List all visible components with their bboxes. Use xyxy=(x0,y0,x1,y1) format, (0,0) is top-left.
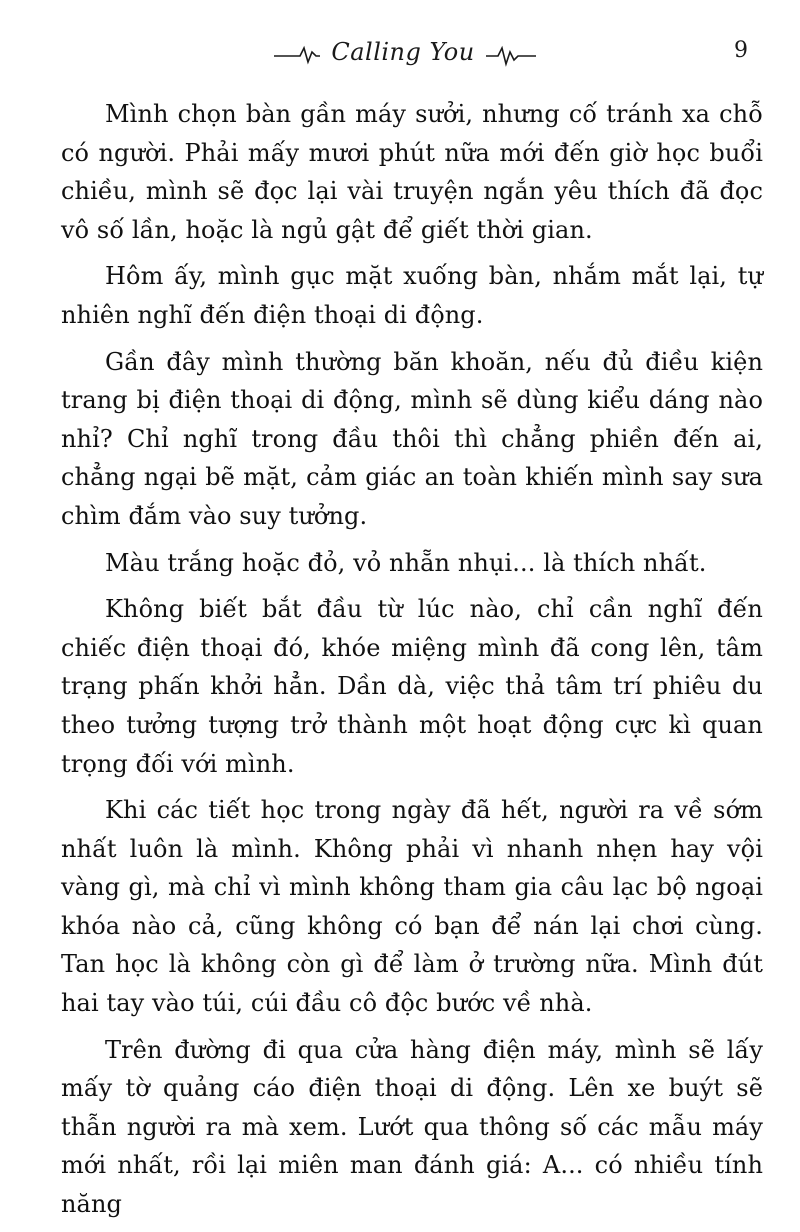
paragraph: Không biết bắt đầu từ lúc nào, chỉ cần nghĩ đến chiếc điện thoại đó, khóe miệng mình đã cong lên, tâm trạng phấn khởi hẳn. Dần dà, việc thả tâm trí phiêu du theo tưởng tượng trở thành một hoạt động cực kì quan trọng đối với mình. xyxy=(61,595,763,778)
page-number: 9 xyxy=(734,38,748,63)
running-title xyxy=(272,34,542,74)
paragraph: Khi các tiết học trong ngày đã hết, người ra về sớm nhất luôn là mình. Không phải vì nhanh nhẹn hay vội vàng gì, mà chỉ vì mình không tham gia câu lạc bộ ngoại khóa nào cả, cũng không có bạn để nán lại chơi cùng. Tan học là không còn gì để làm ở trường nữa. Mình đút hai tay vào túi, cúi đầu cô độc bước về nhà. xyxy=(61,796,763,1018)
paragraph: Màu trắng hoặc đỏ, vỏ nhẵn nhụi... là thích nhất. xyxy=(105,548,707,577)
running-title-text: Calling You xyxy=(331,38,475,66)
paragraph: Trên đường đi qua cửa hàng điện máy, mình sẽ lấy mấy tờ quảng cáo điện thoại di động. Lên xe buýt sẽ thẫn người ra mà xem. Lướt qua thông số các mẫu máy mới nhất, rồi lại miên man đánh giá: A... có nhiều tính năng xyxy=(61,1035,763,1219)
running-head xyxy=(0,34,800,74)
paragraph: Hôm ấy, mình gục mặt xuống bàn, nhắm mắt lại, tự nhiên nghĩ đến điện thoại di động. xyxy=(61,262,763,329)
body-text xyxy=(61,95,763,1232)
paragraph: Gần đây mình thường băn khoăn, nếu đủ điều kiện trang bị điện thoại di động, mình sẽ dùng kiểu dáng nào nhỉ? Chỉ nghĩ trong đầu thôi thì chẳng phiền đến ai, chẳng ngại bẽ mặt, cảm giác an toàn khiến mình say sưa chìm đắm vào suy tưởng. xyxy=(61,347,763,530)
paragraph: Mình chọn bàn gần máy sưởi, nhưng cố tránh xa chỗ có người. Phải mấy mươi phút nữa mới đến giờ học buổi chiều, mình sẽ đọc lại vài truyện ngắn yêu thích đã đọc vô số lần, hoặc là ngủ gật để giết thời gian. xyxy=(61,100,763,244)
